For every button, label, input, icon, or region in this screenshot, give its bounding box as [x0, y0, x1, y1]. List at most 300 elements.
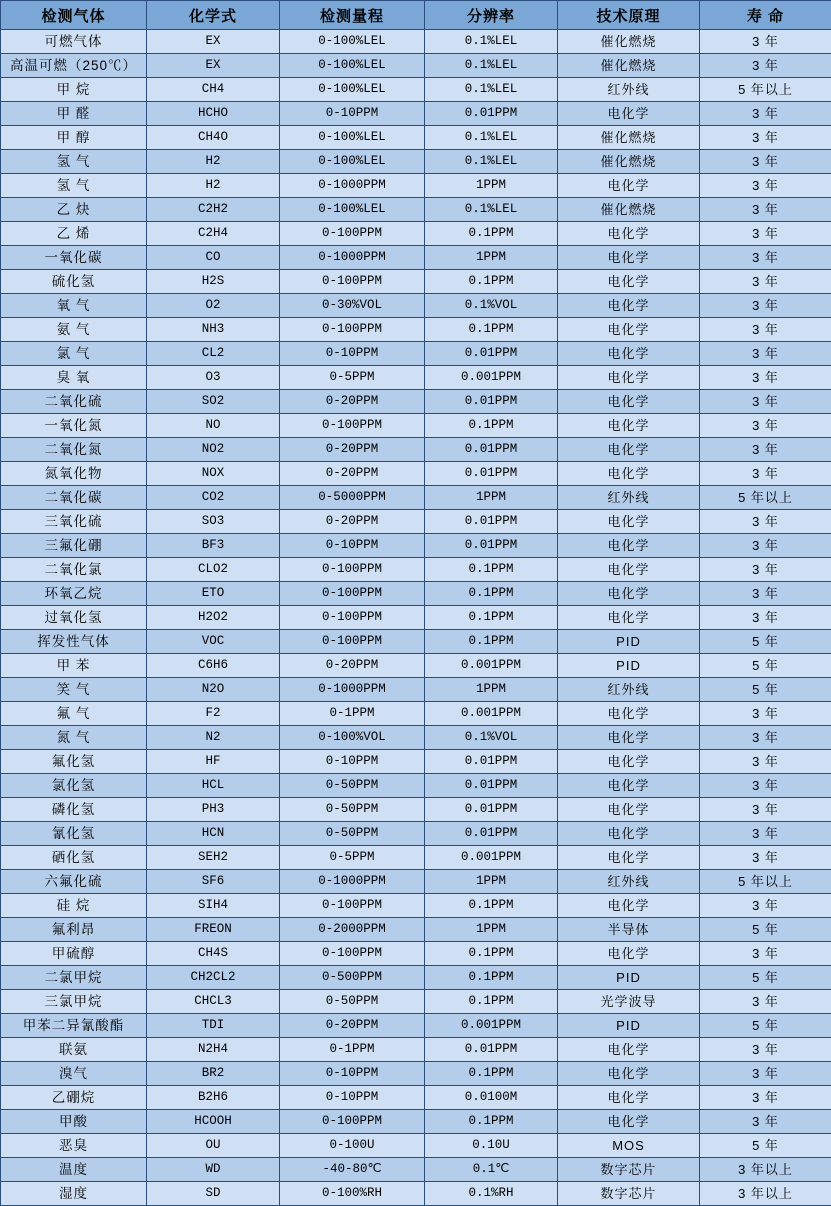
table-row [1, 198, 831, 222]
table-row [1, 414, 831, 438]
cell-gas-name: 恶臭 [1, 1134, 147, 1158]
cell-gas-name: 溴气 [1, 1062, 147, 1086]
table-row [1, 630, 831, 654]
table-row [1, 870, 831, 894]
table-row [1, 582, 831, 606]
cell-technical-principle: PID [558, 1014, 700, 1038]
cell-resolution: 0.1%LEL [425, 30, 558, 54]
cell-chemical-formula: SIH4 [147, 894, 280, 918]
cell-gas-name: 氟 气 [1, 702, 147, 726]
cell-chemical-formula: H2 [147, 174, 280, 198]
cell-technical-principle: 半导体 [558, 918, 700, 942]
cell-resolution: 0.1PPM [425, 990, 558, 1014]
cell-resolution: 0.01PPM [425, 822, 558, 846]
table-row [1, 390, 831, 414]
cell-chemical-formula: PH3 [147, 798, 280, 822]
cell-resolution: 0.1%LEL [425, 150, 558, 174]
cell-detection-range: 0-100PPM [280, 894, 425, 918]
table-row [1, 1134, 831, 1158]
cell-gas-name: 二氧化氮 [1, 438, 147, 462]
table-row [1, 318, 831, 342]
cell-gas-name: 氢 气 [1, 174, 147, 198]
cell-lifespan: 3 年 [700, 606, 831, 630]
cell-chemical-formula: HCN [147, 822, 280, 846]
cell-technical-principle: 电化学 [558, 702, 700, 726]
cell-lifespan: 3 年 [700, 798, 831, 822]
cell-gas-name: 乙 烯 [1, 222, 147, 246]
cell-chemical-formula: F2 [147, 702, 280, 726]
cell-lifespan: 3 年以上 [700, 1158, 831, 1182]
header-resolution: 分辨率 [425, 1, 558, 30]
cell-resolution: 1PPM [425, 246, 558, 270]
cell-detection-range: 0-20PPM [280, 510, 425, 534]
cell-resolution: 0.1%VOL [425, 726, 558, 750]
cell-resolution: 0.1%LEL [425, 198, 558, 222]
cell-technical-principle: 电化学 [558, 582, 700, 606]
cell-lifespan: 5 年 [700, 654, 831, 678]
cell-lifespan: 3 年 [700, 846, 831, 870]
cell-detection-range: 0-100%RH [280, 1182, 425, 1206]
cell-technical-principle: 电化学 [558, 462, 700, 486]
cell-gas-name: 三氧化硫 [1, 510, 147, 534]
cell-technical-principle: 电化学 [558, 222, 700, 246]
cell-chemical-formula: N2H4 [147, 1038, 280, 1062]
cell-resolution: 0.01PPM [425, 798, 558, 822]
cell-chemical-formula: FREON [147, 918, 280, 942]
cell-gas-name: 臭 氧 [1, 366, 147, 390]
cell-lifespan: 3 年 [700, 174, 831, 198]
cell-gas-name: 笑 气 [1, 678, 147, 702]
cell-chemical-formula: CH4S [147, 942, 280, 966]
cell-lifespan: 3 年 [700, 30, 831, 54]
cell-detection-range: 0-100%LEL [280, 78, 425, 102]
cell-detection-range: 0-500PPM [280, 966, 425, 990]
cell-resolution: 0.01PPM [425, 438, 558, 462]
cell-chemical-formula: CH2CL2 [147, 966, 280, 990]
cell-gas-name: 氟利昂 [1, 918, 147, 942]
header-detection-range: 检测量程 [280, 1, 425, 30]
cell-lifespan: 3 年 [700, 702, 831, 726]
cell-resolution: 0.01PPM [425, 102, 558, 126]
cell-resolution: 0.1PPM [425, 894, 558, 918]
cell-technical-principle: 电化学 [558, 390, 700, 414]
cell-gas-name: 湿度 [1, 1182, 147, 1206]
cell-detection-range: 0-20PPM [280, 438, 425, 462]
cell-lifespan: 3 年 [700, 102, 831, 126]
cell-chemical-formula: O3 [147, 366, 280, 390]
cell-technical-principle: 催化燃烧 [558, 126, 700, 150]
cell-gas-name: 磷化氢 [1, 798, 147, 822]
cell-technical-principle: 电化学 [558, 270, 700, 294]
cell-gas-name: 一氧化碳 [1, 246, 147, 270]
cell-resolution: 0.001PPM [425, 846, 558, 870]
cell-gas-name: 二氧化硫 [1, 390, 147, 414]
cell-technical-principle: 催化燃烧 [558, 198, 700, 222]
cell-technical-principle: 电化学 [558, 1062, 700, 1086]
table-row [1, 726, 831, 750]
cell-lifespan: 3 年 [700, 750, 831, 774]
cell-chemical-formula: EX [147, 30, 280, 54]
table-row [1, 1038, 831, 1062]
cell-resolution: 0.001PPM [425, 366, 558, 390]
cell-technical-principle: 电化学 [558, 510, 700, 534]
cell-chemical-formula: HF [147, 750, 280, 774]
cell-technical-principle: 催化燃烧 [558, 30, 700, 54]
cell-lifespan: 3 年 [700, 414, 831, 438]
table-row [1, 678, 831, 702]
header-row [1, 1, 831, 30]
cell-detection-range: 0-20PPM [280, 654, 425, 678]
table-row [1, 246, 831, 270]
cell-detection-range: 0-100PPM [280, 414, 425, 438]
cell-detection-range: 0-100PPM [280, 558, 425, 582]
cell-resolution: 0.1PPM [425, 1062, 558, 1086]
cell-lifespan: 3 年 [700, 582, 831, 606]
cell-gas-name: 氮 气 [1, 726, 147, 750]
cell-chemical-formula: NO [147, 414, 280, 438]
cell-resolution: 0.1%LEL [425, 78, 558, 102]
table-row [1, 966, 831, 990]
cell-detection-range: 0-100%LEL [280, 126, 425, 150]
cell-technical-principle: 电化学 [558, 174, 700, 198]
cell-lifespan: 5 年 [700, 630, 831, 654]
cell-detection-range: 0-100PPM [280, 942, 425, 966]
cell-detection-range: 0-10PPM [280, 102, 425, 126]
cell-resolution: 0.01PPM [425, 774, 558, 798]
table-row [1, 462, 831, 486]
cell-detection-range: 0-100PPM [280, 318, 425, 342]
cell-technical-principle: 电化学 [558, 294, 700, 318]
cell-lifespan: 3 年 [700, 342, 831, 366]
table-row [1, 486, 831, 510]
cell-resolution: 1PPM [425, 918, 558, 942]
cell-resolution: 0.1PPM [425, 1110, 558, 1134]
cell-gas-name: 氯 气 [1, 342, 147, 366]
cell-chemical-formula: NH3 [147, 318, 280, 342]
cell-technical-principle: 电化学 [558, 534, 700, 558]
cell-lifespan: 3 年 [700, 462, 831, 486]
header-chemical-formula: 化学式 [147, 1, 280, 30]
cell-detection-range: 0-100PPM [280, 1110, 425, 1134]
cell-chemical-formula: C2H2 [147, 198, 280, 222]
cell-chemical-formula: C2H4 [147, 222, 280, 246]
cell-resolution: 0.1%LEL [425, 54, 558, 78]
cell-detection-range: 0-5PPM [280, 366, 425, 390]
cell-detection-range: 0-100PPM [280, 270, 425, 294]
cell-lifespan: 3 年 [700, 294, 831, 318]
cell-detection-range: 0-10PPM [280, 342, 425, 366]
cell-technical-principle: 电化学 [558, 726, 700, 750]
table-row [1, 270, 831, 294]
cell-technical-principle: 电化学 [558, 846, 700, 870]
cell-lifespan: 3 年 [700, 822, 831, 846]
cell-lifespan: 5 年 [700, 966, 831, 990]
cell-gas-name: 氢 气 [1, 150, 147, 174]
cell-gas-name: 二氧化碳 [1, 486, 147, 510]
cell-chemical-formula: CH4 [147, 78, 280, 102]
cell-technical-principle: 红外线 [558, 678, 700, 702]
table-row [1, 1014, 831, 1038]
cell-technical-principle: 红外线 [558, 486, 700, 510]
table-row [1, 654, 831, 678]
cell-chemical-formula: H2 [147, 150, 280, 174]
cell-chemical-formula: CHCL3 [147, 990, 280, 1014]
cell-lifespan: 3 年 [700, 222, 831, 246]
cell-chemical-formula: SO2 [147, 390, 280, 414]
cell-gas-name: 硅 烷 [1, 894, 147, 918]
cell-chemical-formula: HCHO [147, 102, 280, 126]
cell-resolution: 0.001PPM [425, 654, 558, 678]
cell-detection-range: 0-1000PPM [280, 246, 425, 270]
cell-lifespan: 3 年 [700, 990, 831, 1014]
cell-detection-range: 0-2000PPM [280, 918, 425, 942]
cell-chemical-formula: B2H6 [147, 1086, 280, 1110]
cell-chemical-formula: NOX [147, 462, 280, 486]
cell-resolution: 1PPM [425, 486, 558, 510]
cell-detection-range: 0-50PPM [280, 798, 425, 822]
cell-gas-name: 二氯甲烷 [1, 966, 147, 990]
cell-resolution: 0.1PPM [425, 222, 558, 246]
cell-lifespan: 3 年以上 [700, 1182, 831, 1206]
cell-technical-principle: 红外线 [558, 870, 700, 894]
table-row [1, 438, 831, 462]
cell-gas-name: 甲 醇 [1, 126, 147, 150]
cell-technical-principle: 光学波导 [558, 990, 700, 1014]
cell-technical-principle: 电化学 [558, 318, 700, 342]
table-row [1, 894, 831, 918]
cell-lifespan: 3 年 [700, 558, 831, 582]
table-row [1, 342, 831, 366]
cell-gas-name: 高温可燃（250℃） [1, 54, 147, 78]
table-row [1, 1062, 831, 1086]
cell-detection-range: 0-10PPM [280, 1086, 425, 1110]
cell-technical-principle: 电化学 [558, 942, 700, 966]
cell-gas-name: 一氧化氮 [1, 414, 147, 438]
cell-detection-range: 0-10PPM [280, 1062, 425, 1086]
cell-lifespan: 3 年 [700, 126, 831, 150]
cell-resolution: 0.001PPM [425, 1014, 558, 1038]
table-row [1, 822, 831, 846]
cell-detection-range: 0-20PPM [280, 462, 425, 486]
cell-lifespan: 3 年 [700, 726, 831, 750]
cell-resolution: 0.01PPM [425, 534, 558, 558]
cell-resolution: 0.1PPM [425, 414, 558, 438]
cell-gas-name: 挥发性气体 [1, 630, 147, 654]
cell-detection-range: 0-1000PPM [280, 870, 425, 894]
cell-gas-name: 三氯甲烷 [1, 990, 147, 1014]
cell-gas-name: 硒化氢 [1, 846, 147, 870]
cell-technical-principle: 电化学 [558, 1086, 700, 1110]
cell-technical-principle: 电化学 [558, 894, 700, 918]
table-row [1, 774, 831, 798]
cell-chemical-formula: EX [147, 54, 280, 78]
cell-detection-range: 0-5PPM [280, 846, 425, 870]
cell-gas-name: 甲硫醇 [1, 942, 147, 966]
cell-lifespan: 3 年 [700, 438, 831, 462]
header-lifespan: 寿 命 [700, 1, 831, 30]
cell-technical-principle: 电化学 [558, 366, 700, 390]
cell-lifespan: 3 年 [700, 510, 831, 534]
cell-lifespan: 3 年 [700, 246, 831, 270]
cell-gas-name: 二氧化氯 [1, 558, 147, 582]
table-row [1, 294, 831, 318]
cell-technical-principle: 数字芯片 [558, 1182, 700, 1206]
cell-lifespan: 3 年 [700, 366, 831, 390]
cell-detection-range: 0-5000PPM [280, 486, 425, 510]
table-row [1, 846, 831, 870]
cell-technical-principle: 电化学 [558, 606, 700, 630]
table-row [1, 1182, 831, 1206]
cell-technical-principle: 电化学 [558, 102, 700, 126]
cell-lifespan: 5 年以上 [700, 78, 831, 102]
cell-lifespan: 3 年 [700, 390, 831, 414]
cell-lifespan: 5 年以上 [700, 486, 831, 510]
cell-detection-range: 0-100%VOL [280, 726, 425, 750]
header-technical-principle: 技术原理 [558, 1, 700, 30]
cell-resolution: 0.01PPM [425, 750, 558, 774]
cell-detection-range: 0-100PPM [280, 582, 425, 606]
cell-resolution: 0.001PPM [425, 702, 558, 726]
cell-technical-principle: 电化学 [558, 1110, 700, 1134]
cell-detection-range: 0-20PPM [280, 1014, 425, 1038]
table-row [1, 558, 831, 582]
cell-technical-principle: 电化学 [558, 558, 700, 582]
cell-technical-principle: PID [558, 966, 700, 990]
cell-technical-principle: PID [558, 654, 700, 678]
cell-gas-name: 三氟化硼 [1, 534, 147, 558]
cell-technical-principle: 电化学 [558, 750, 700, 774]
cell-gas-name: 氰化氢 [1, 822, 147, 846]
cell-technical-principle: 催化燃烧 [558, 54, 700, 78]
cell-lifespan: 3 年 [700, 270, 831, 294]
table-row [1, 798, 831, 822]
cell-resolution: 0.1PPM [425, 318, 558, 342]
cell-gas-name: 温度 [1, 1158, 147, 1182]
cell-resolution: 0.01PPM [425, 342, 558, 366]
cell-resolution: 0.1PPM [425, 270, 558, 294]
cell-chemical-formula: CL2 [147, 342, 280, 366]
cell-chemical-formula: SO3 [147, 510, 280, 534]
cell-detection-range: 0-10PPM [280, 534, 425, 558]
cell-resolution: 0.1PPM [425, 558, 558, 582]
table-row [1, 102, 831, 126]
cell-detection-range: 0-1PPM [280, 702, 425, 726]
cell-resolution: 0.1PPM [425, 966, 558, 990]
cell-lifespan: 5 年 [700, 1014, 831, 1038]
cell-detection-range: 0-100%LEL [280, 30, 425, 54]
cell-gas-name: 氧 气 [1, 294, 147, 318]
cell-gas-name: 环氧乙烷 [1, 582, 147, 606]
cell-chemical-formula: VOC [147, 630, 280, 654]
cell-technical-principle: 催化燃烧 [558, 150, 700, 174]
cell-detection-range: 0-100PPM [280, 222, 425, 246]
cell-detection-range: 0-100%LEL [280, 54, 425, 78]
cell-chemical-formula: CLO2 [147, 558, 280, 582]
cell-resolution: 0.1℃ [425, 1158, 558, 1182]
cell-lifespan: 3 年 [700, 534, 831, 558]
cell-chemical-formula: HCOOH [147, 1110, 280, 1134]
cell-chemical-formula: N2 [147, 726, 280, 750]
cell-chemical-formula: SF6 [147, 870, 280, 894]
cell-chemical-formula: HCL [147, 774, 280, 798]
cell-technical-principle: 电化学 [558, 822, 700, 846]
cell-resolution: 0.1PPM [425, 606, 558, 630]
cell-resolution: 0.01PPM [425, 510, 558, 534]
cell-detection-range: 0-10PPM [280, 750, 425, 774]
cell-technical-principle: 电化学 [558, 798, 700, 822]
cell-resolution: 0.1PPM [425, 942, 558, 966]
cell-lifespan: 5 年 [700, 1134, 831, 1158]
cell-resolution: 0.1PPM [425, 582, 558, 606]
table-row [1, 510, 831, 534]
cell-lifespan: 3 年 [700, 198, 831, 222]
table-row [1, 918, 831, 942]
cell-gas-name: 乙 炔 [1, 198, 147, 222]
table-row [1, 750, 831, 774]
table-row [1, 942, 831, 966]
cell-detection-range: 0-30%VOL [280, 294, 425, 318]
cell-resolution: 1PPM [425, 678, 558, 702]
cell-lifespan: 3 年 [700, 1110, 831, 1134]
cell-detection-range: 0-100PPM [280, 606, 425, 630]
cell-detection-range: 0-1000PPM [280, 174, 425, 198]
cell-resolution: 0.01PPM [425, 390, 558, 414]
table-body [1, 30, 831, 1206]
cell-lifespan: 3 年 [700, 942, 831, 966]
cell-detection-range: 0-1PPM [280, 1038, 425, 1062]
cell-chemical-formula: BR2 [147, 1062, 280, 1086]
cell-chemical-formula: BF3 [147, 534, 280, 558]
cell-lifespan: 3 年 [700, 1062, 831, 1086]
table-row [1, 606, 831, 630]
cell-chemical-formula: CO [147, 246, 280, 270]
table-row [1, 78, 831, 102]
cell-detection-range: 0-50PPM [280, 774, 425, 798]
cell-gas-name: 氨 气 [1, 318, 147, 342]
cell-resolution: 0.10U [425, 1134, 558, 1158]
cell-chemical-formula: WD [147, 1158, 280, 1182]
table-row [1, 54, 831, 78]
cell-detection-range: 0-20PPM [280, 390, 425, 414]
cell-lifespan: 5 年 [700, 678, 831, 702]
cell-gas-name: 氯化氢 [1, 774, 147, 798]
cell-chemical-formula: N2O [147, 678, 280, 702]
cell-chemical-formula: SD [147, 1182, 280, 1206]
cell-lifespan: 3 年 [700, 774, 831, 798]
cell-chemical-formula: H2S [147, 270, 280, 294]
cell-chemical-formula: ETO [147, 582, 280, 606]
cell-resolution: 0.01PPM [425, 1038, 558, 1062]
cell-lifespan: 5 年 [700, 918, 831, 942]
cell-technical-principle: PID [558, 630, 700, 654]
cell-resolution: 1PPM [425, 174, 558, 198]
cell-lifespan: 3 年 [700, 894, 831, 918]
table-row [1, 1158, 831, 1182]
cell-technical-principle: 数字芯片 [558, 1158, 700, 1182]
cell-resolution: 0.1PPM [425, 630, 558, 654]
cell-detection-range: 0-1000PPM [280, 678, 425, 702]
cell-chemical-formula: TDI [147, 1014, 280, 1038]
cell-gas-name: 可燃气体 [1, 30, 147, 54]
cell-gas-name: 乙硼烷 [1, 1086, 147, 1110]
cell-technical-principle: 电化学 [558, 246, 700, 270]
cell-gas-name: 氟化氢 [1, 750, 147, 774]
cell-resolution: 0.1%RH [425, 1182, 558, 1206]
table-row [1, 174, 831, 198]
cell-lifespan: 3 年 [700, 150, 831, 174]
cell-lifespan: 3 年 [700, 318, 831, 342]
cell-technical-principle: 电化学 [558, 1038, 700, 1062]
